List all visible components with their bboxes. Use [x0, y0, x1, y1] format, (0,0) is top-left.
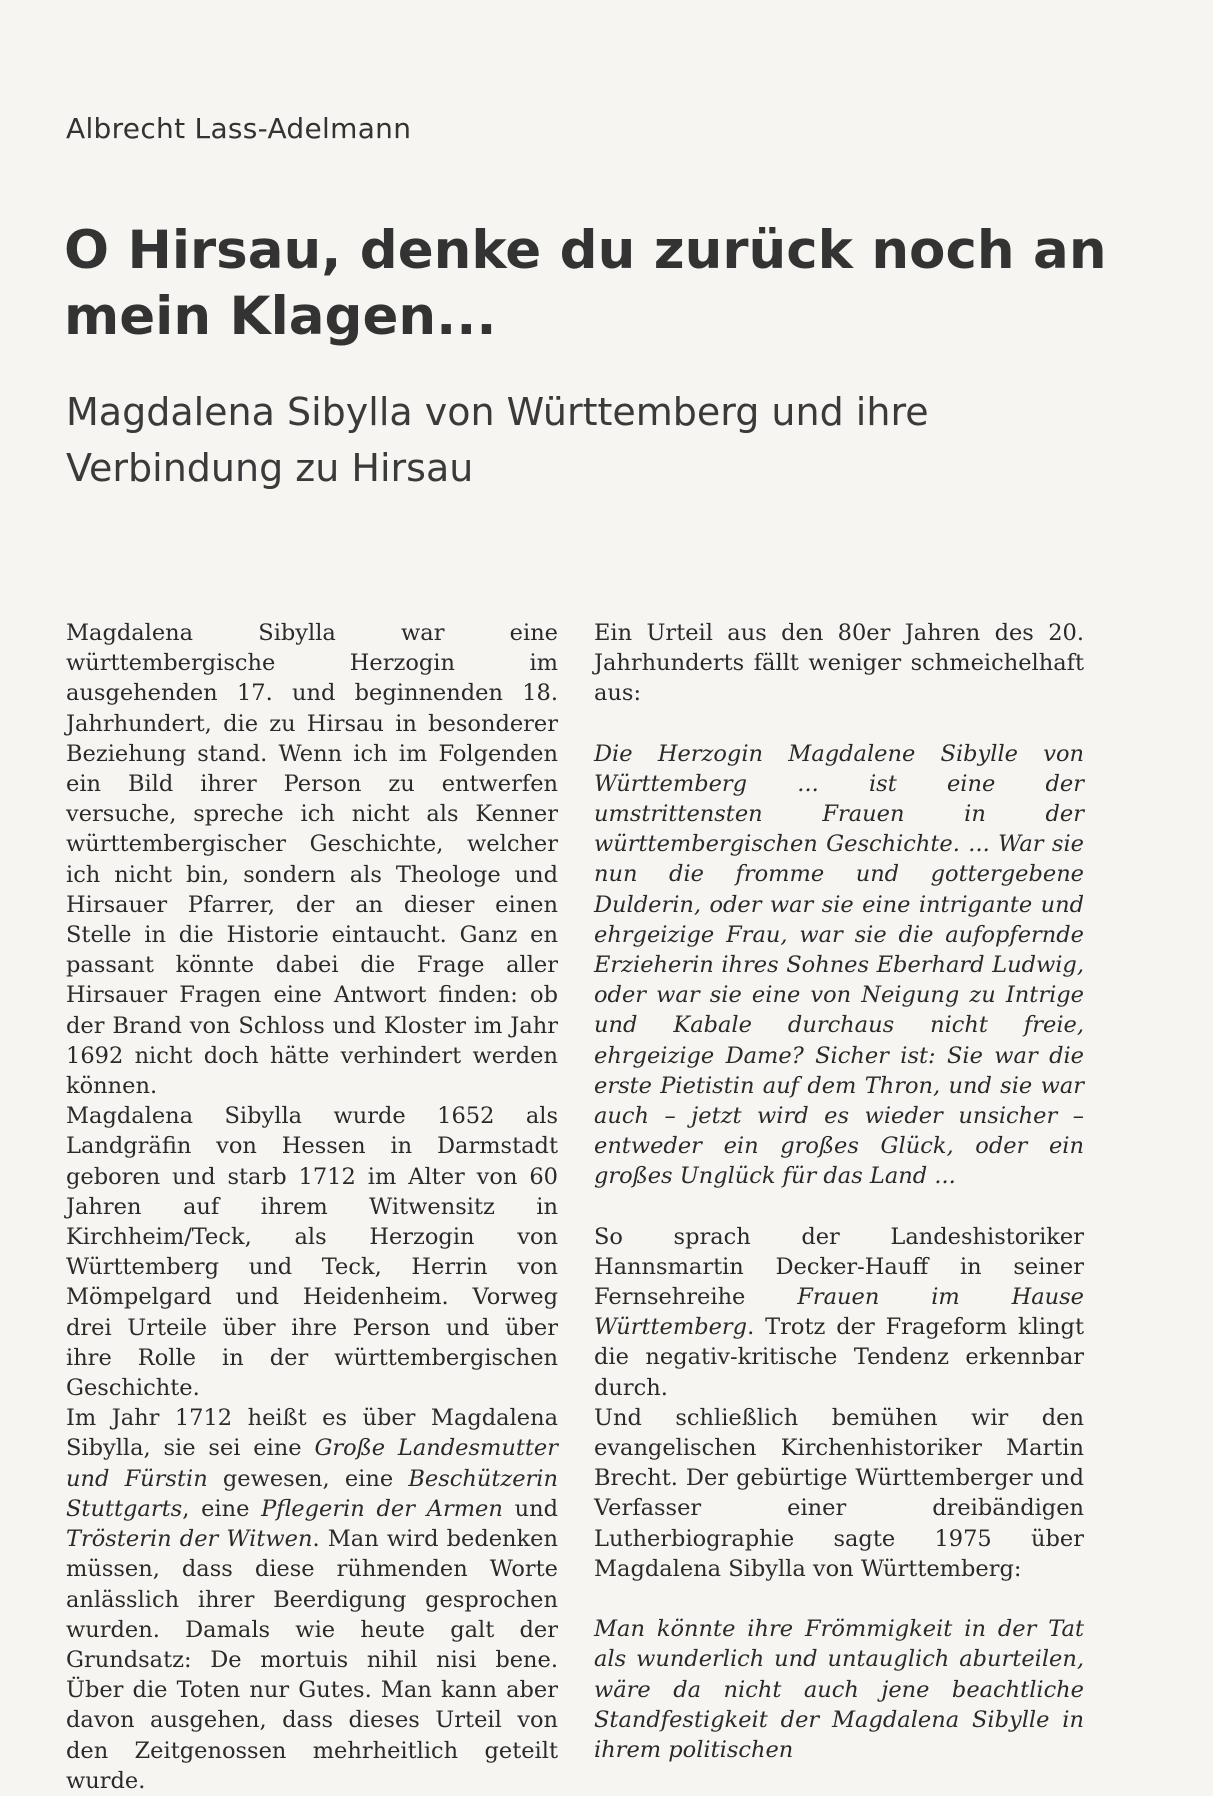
text-segment: , eine — [182, 1495, 262, 1522]
text-segment: . Trotz der Frageform klingt die negativ-kritische Tendenz erkennbar durch. — [594, 1314, 1084, 1401]
text-segment: . Man wird bedenken müssen, dass diese rühmenden Worte anlässlich ihrer Beerdigung gesprochen wurden. Damals wie heute galt der Grundsatz: De mortuis nihil nisi bene. Über die Toten nur Gutes. Man kann aber davon ausgehen, dass dieses Urteil von den Zeitgenossen mehrheitlich geteilt wurde. — [66, 1526, 558, 1794]
article-title — [64, 218, 1144, 350]
paragraph-biography: Magdalena Sibylla wurde 1652 als Landgräfin von Hessen in Darmstadt geboren und starb 1712 im Alter von 60 Jahren auf ihrem Witwensitz in Kirchheim/Teck, als Herzogin von Württemberg und Teck, Herrin von Mömpelgard und Heidenheim. Vorweg drei Urteile über ihre Person und über ihre Rolle in der württembergischen Geschichte. — [66, 1103, 558, 1402]
text-segment: So sprach der Landeshistoriker Hannsmartin Decker-Hauff in seiner Fernsehreihe — [594, 1223, 1084, 1311]
article-subtitle — [66, 384, 1116, 496]
subtitle-line-2: Verbindung zu Hirsau — [66, 446, 474, 490]
text-segment: Im Jahr 1712 heißt es über Magdalena Sibylla, sie sei eine — [66, 1405, 558, 1462]
quote-brecht: Man könnte ihre Frömmigkeit in der Tat als wunderlich und untauglich aburteilen, wäre da nicht auch jene beachtliche Standfestigkeit der Magdalena Sibylle in ihrem politischen — [594, 1616, 1084, 1763]
paragraph-brecht: Und schließlich bemühen wir den evangelischen Kirchenhistoriker Martin Brecht. Der gebürtige Württemberger und Verfasser einer dreibändigen Lutherbiographie sagte 1975 über Magdalena Sibylla von Württemberg: — [594, 1404, 1084, 1582]
emphasis-troesterin: Trösterin der Witwen — [66, 1526, 313, 1553]
emphasis-landesmutter: Große Landesmutter und Fürstin — [66, 1435, 558, 1492]
paragraph-decker-hauff — [594, 1222, 1084, 1403]
paragraph-1712-judgement — [66, 1403, 558, 1796]
emphasis-beschuetzerin: Beschützerin Stuttgarts — [66, 1465, 558, 1522]
left-column — [66, 618, 558, 1796]
text-segment: gewesen, eine — [207, 1465, 409, 1492]
emphasis-pflegerin: Pflegerin der Armen — [261, 1495, 503, 1522]
author-name: Albrecht Lass-Adelmann — [66, 112, 412, 145]
paragraph-80er-judgement: Ein Urteil aus den 80er Jahren des 20. Jahrhunderts fällt weniger schmeichelhaft aus: — [594, 620, 1084, 707]
right-column — [594, 618, 1084, 1765]
text-segment: und — [502, 1495, 558, 1522]
paragraph-intro: Magdalena Sibylla war eine württembergische Herzogin im ausgehenden 17. und beginnenden 18. Jahrhundert, die zu Hirsau in besonderer Beziehung stand. Wenn ich im Folgenden ein Bild ihrer Person zu entwerfen versuche, spreche ich nicht als Kenner württembergischer Geschichte, welcher ich nicht bin, sondern als Theologe und Hirsauer Pfarrer, der an dieser einen Stelle in die Historie eintaucht. Ganz en passant könnte dabei die Frage aller Hirsauer Fragen eine Antwort finden: ob der Brand von Schloss und Kloster im Jahr 1692 nicht doch hätte verhindert werden können. — [66, 620, 558, 1100]
subtitle-line-1: Magdalena Sibylla von Württemberg und ihre — [66, 390, 929, 434]
title-line-2: mein Klagen... — [64, 286, 497, 347]
emphasis-series-title: Frauen im Hause Württemberg — [594, 1284, 1084, 1341]
title-line-1: O Hirsau, denke du zurück noch an — [64, 220, 1107, 281]
quote-decker-hauff: Die Herzogin Magdalene Sibylle von Württemberg ... ist eine der umstrittensten Frauen in der württembergischen Geschichte. ... War sie nun die fromme und gottergebene Dulderin, oder war sie eine intrigante und ehrgeizige Frau, war sie die aufopfernde Erzieherin ihres Sohnes Eberhard Ludwig, oder war sie eine von Neigung zu Intrige und Kabale durchaus nicht freie, ehrgeizige Dame? Sicher ist: Sie war die erste Pietistin auf dem Thron, und sie war auch – jetzt wird es wieder unsicher – entweder ein großes Glück, oder ein großes Unglück für das Land ... — [594, 740, 1084, 1190]
